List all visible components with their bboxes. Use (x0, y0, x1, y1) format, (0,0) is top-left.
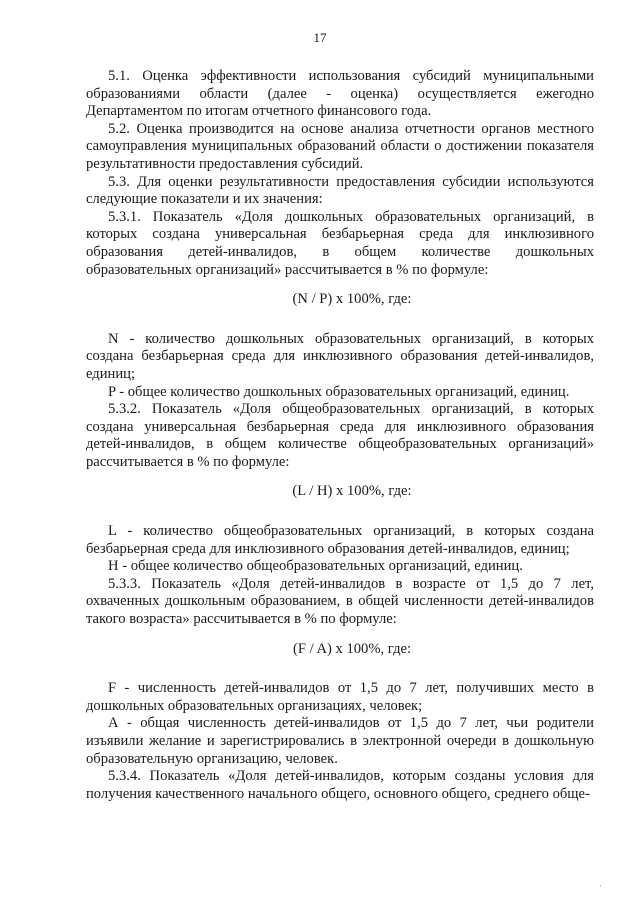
legend-l: L - количество общеобразовательных организаций, в которых создана безбарьерная среда для инклюзивного образования детей-инвалидов, единиц; (86, 523, 594, 557)
legend-n: N - количество дошкольных образовательных организаций, в которых создана безбарьерная среда для инклюзивного образования детей-инвалидов, единиц; (86, 330, 594, 382)
paragraph-5-3-4: 5.3.4. Показатель «Доля детей-инвалидов, которым созданы условия для получения качественного начального общего, основного общего, среднего обще- (86, 768, 594, 802)
page-number: 17 (313, 30, 327, 45)
legend-p: P - общее количество дошкольных образовательных организаций, единиц. (108, 383, 570, 400)
document-body (86, 68, 594, 803)
formula-n-p: (N / P) х 100%, где: (292, 291, 412, 308)
paragraph-5-3-3: 5.3.3. Показатель «Доля детей-инвалидов в возрасте от 1,5 до 7 лет, охваченных дошкольным образованием, в общей численности детей-инвалидов такого возраста» рассчитывается в % по формуле: (86, 575, 594, 628)
formula-f-a: (F / A) х 100%, где: (292, 640, 412, 657)
formula-l-h: (L / H) х 100%, где: (292, 483, 412, 500)
paragraph-5-3: 5.3. Для оценки результативности предоставления субсидии используются следующие показатели и их значения: (86, 173, 594, 208)
scan-mark: · (599, 881, 602, 891)
legend-h: H - общее количество общеобразовательных организаций, единиц. (108, 558, 523, 575)
paragraph-5-1: 5.1. Оценка эффективности использования субсидий муниципальными образованиями области (далее - оценка) осуществляется ежегодно Департаментом по итогам отчетного финансового года. (86, 68, 594, 120)
paragraph-5-2: 5.2. Оценка производится на основе анализа отчетности органов местного самоуправления муниципальных образований области о достижении показателя результативности предоставления субсидий. (86, 120, 594, 172)
legend-a: А - общая численность детей-инвалидов от 1,5 до 7 лет, чьи родители изъявили желание и зарегистрировались в электронной очереди в дошкольную образовательную организацию, человек. (86, 715, 594, 767)
legend-f: F - численность детей-инвалидов от 1,5 до 7 лет, получивших место в дошкольных образовательных организациях, человек; (86, 680, 594, 714)
paragraph-5-3-1: 5.3.1. Показатель «Доля дошкольных образовательных организаций, в которых создана универсальная безбарьерная среда для инклюзивного образования детей-инвалидов, в общем количестве дошкольных образовательных организаций» рассчитывается в % по формуле: (86, 208, 594, 278)
paragraph-5-3-2: 5.3.2. Показатель «Доля общеобразовательных организаций, в которых создана универсальная безбарьерная среда для инклюзивного образования детей-инвалидов, в общем количестве общеобразовательных организаций» рассчитывается в % по формуле: (86, 401, 594, 470)
